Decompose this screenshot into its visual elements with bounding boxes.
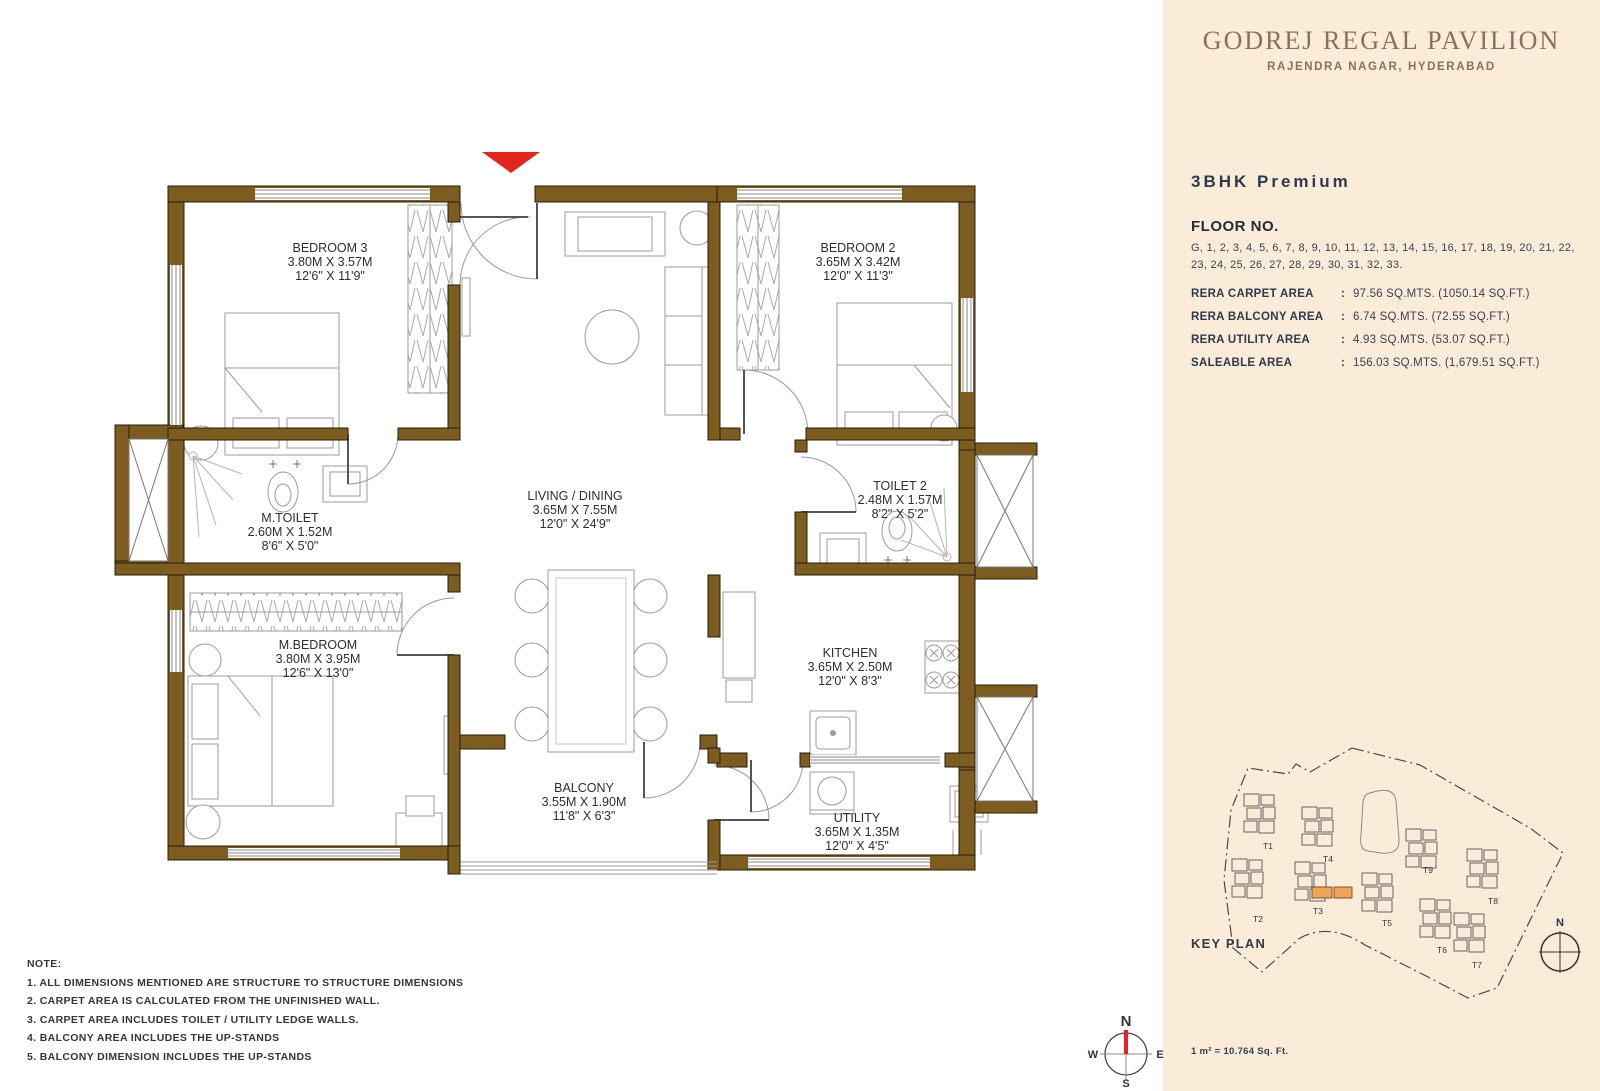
room-bedroom-2-label — [816, 241, 901, 283]
tower-label: T6 — [1437, 945, 1447, 955]
note-item: 5. BALCONY DIMENSION INCLUDES THE UP-STANDS — [27, 1050, 312, 1063]
compass-east-label: E — [1156, 1049, 1164, 1061]
notes-block — [27, 958, 463, 1063]
tv-unit — [462, 278, 470, 336]
compass-south-label: S — [1122, 1078, 1130, 1088]
chair — [633, 643, 667, 677]
project-title: GODREJ REGAL PAVILION — [1202, 26, 1561, 55]
tower-label: T5 — [1382, 918, 1392, 928]
tower-label: T3 — [1313, 906, 1323, 916]
compass-west-label: W — [1087, 1049, 1099, 1061]
area-value: 97.56 SQ.MTS. (1050.14 SQ.FT.) — [1353, 288, 1530, 300]
room-dim-imperial: 12'0" X 24'9" — [539, 517, 611, 531]
area-value: 6.74 SQ.MTS. (72.55 SQ.FT.) — [1353, 311, 1510, 323]
area-label: SALEABLE AREA — [1191, 357, 1293, 369]
tower-label: T4 — [1323, 854, 1333, 864]
tower-label: T2 — [1253, 914, 1263, 924]
tower — [1406, 829, 1437, 868]
room-toilet-2-label — [858, 479, 943, 521]
tower-label: T7 — [1472, 960, 1482, 970]
washing-machine — [810, 772, 854, 814]
room-dim-imperial: 12'0" X 11'3" — [823, 269, 893, 283]
coffee-table — [585, 310, 639, 364]
room-dim-metric: 3.65M X 3.42M — [815, 255, 901, 269]
colon: : — [1341, 334, 1345, 346]
info-panel — [1163, 0, 1600, 1091]
room-utility-label — [815, 811, 900, 853]
room-name: KITCHEN — [822, 646, 878, 660]
key-plan — [1180, 715, 1590, 1015]
room-name: UTILITY — [833, 811, 881, 825]
colon: : — [1341, 288, 1345, 300]
room-dim-metric: 3.55M X 1.90M — [541, 795, 627, 809]
floor-numbers: G, 1, 2, 3, 4, 5, 6, 7, 8, 9, 10, 11, 12, 13, 14, 15, 16, 17, 18, 19, 20, 21, 22, 23, 24, 25, 26, 27, 28, 29, 30, 31, 32, 33. — [1191, 242, 1575, 271]
compass-needle — [1124, 1030, 1128, 1054]
tower — [1362, 873, 1393, 912]
side-table — [186, 805, 220, 839]
chair — [515, 643, 549, 677]
room-name: TOILET 2 — [873, 479, 927, 493]
entry-arrow-icon — [482, 152, 540, 173]
tower — [1467, 849, 1498, 888]
tower-label: T1 — [1263, 841, 1273, 851]
room-kitchen-label — [808, 646, 893, 688]
room-dim-imperial: 11'8" X 6'3" — [552, 809, 616, 823]
room-dim-imperial: 12'6" X 11'9" — [295, 269, 365, 283]
kitchen-counter — [723, 592, 755, 678]
area-label: RERA BALCONY AREA — [1191, 311, 1324, 323]
room-dim-imperial: 8'6" X 5'0" — [261, 539, 319, 553]
shower — [189, 452, 242, 537]
desk — [396, 813, 442, 851]
note-item: 4. BALCONY AREA INCLUDES THE UP-STANDS — [27, 1032, 280, 1044]
notes-heading: NOTE: — [27, 958, 62, 970]
tower — [1232, 859, 1263, 898]
colon: : — [1341, 357, 1345, 369]
note-item: 1. ALL DIMENSIONS MENTIONED ARE STRUCTURE TO STRUCTURE DIMENSIONS — [27, 976, 464, 989]
room-balcony-label — [542, 781, 627, 823]
note-item: 2. CARPET AREA IS CALCULATED FROM THE UNFINISHED WALL. — [27, 995, 380, 1007]
tower-label: T9 — [1423, 865, 1433, 875]
room-dim-metric: 2.60M X 1.52M — [247, 525, 333, 539]
site-boundary — [1224, 748, 1563, 998]
room-m-bedroom-label — [276, 638, 361, 680]
area-label: RERA CARPET AREA — [1191, 288, 1314, 300]
room-dim-imperial: 12'0" X 4'5" — [825, 839, 889, 853]
tower — [1302, 807, 1333, 846]
room-name: M.BEDROOM — [278, 638, 358, 652]
room-name: LIVING / DINING — [527, 489, 623, 503]
room-dim-metric: 3.80M X 3.57M — [287, 255, 373, 269]
chair — [406, 796, 434, 816]
chair — [633, 579, 667, 613]
project-location: RAJENDRA NAGAR, HYDERABAD — [1267, 61, 1496, 73]
area-label: RERA UTILITY AREA — [1191, 334, 1311, 346]
tower — [1244, 794, 1275, 833]
tower-label: T8 — [1488, 896, 1498, 906]
room-name: BALCONY — [554, 781, 614, 795]
colon: : — [1341, 311, 1345, 323]
room-m-toilet-label — [248, 511, 333, 553]
scale-note: 1 m² = 10.764 Sq. Ft. — [1191, 1046, 1289, 1057]
keyplan-compass-icon — [1539, 917, 1581, 973]
highlighted-unit — [1334, 887, 1352, 898]
room-dim-metric: 3.80M X 3.95M — [275, 652, 361, 666]
area-table — [1191, 288, 1540, 369]
room-bedroom-3-label — [288, 241, 373, 283]
area-value: 4.93 SQ.MTS. (53.07 SQ.FT.) — [1353, 334, 1510, 346]
club-house — [1361, 790, 1399, 853]
room-dim-metric: 3.65M X 2.50M — [807, 660, 893, 674]
room-dim-imperial: 12'0" X 8'3" — [818, 674, 882, 688]
room-name: BEDROOM 3 — [292, 241, 368, 255]
room-dim-imperial: 12'6" X 13'0" — [282, 666, 354, 680]
floor-no-heading: FLOOR NO. — [1191, 218, 1279, 235]
brand-block — [1163, 26, 1600, 73]
room-dim-imperial: 8'2" X 5'2" — [871, 507, 929, 521]
side-table — [189, 644, 221, 676]
chair — [633, 707, 667, 741]
room-dim-metric: 3.65M X 1.35M — [814, 825, 900, 839]
tower — [1420, 899, 1451, 938]
balcony-railing — [448, 846, 717, 874]
dining-table — [548, 570, 634, 752]
compass-north-label: N — [1556, 917, 1564, 929]
tower — [1454, 913, 1485, 952]
chair — [515, 579, 549, 613]
compass-north-label: N — [1120, 1013, 1132, 1030]
room-dim-metric: 2.48M X 1.57M — [857, 493, 943, 507]
room-dim-metric: 3.65M X 7.55M — [532, 503, 618, 517]
area-value: 156.03 SQ.MTS. (1,679.51 SQ.FT.) — [1353, 357, 1540, 369]
room-name: BEDROOM 2 — [820, 241, 896, 255]
room-name: M.TOILET — [261, 511, 319, 525]
room-living-dining-label — [527, 489, 622, 531]
highlighted-unit — [1312, 887, 1332, 898]
plan-compass-icon — [1080, 992, 1180, 1088]
chair — [515, 707, 549, 741]
note-item: 3. CARPET AREA INCLUDES TOILET / UTILITY LEDGE WALLS. — [27, 1013, 359, 1026]
unit-type-heading: 3BHK Premium — [1191, 172, 1351, 191]
key-plan-label: KEY PLAN — [1191, 936, 1267, 951]
